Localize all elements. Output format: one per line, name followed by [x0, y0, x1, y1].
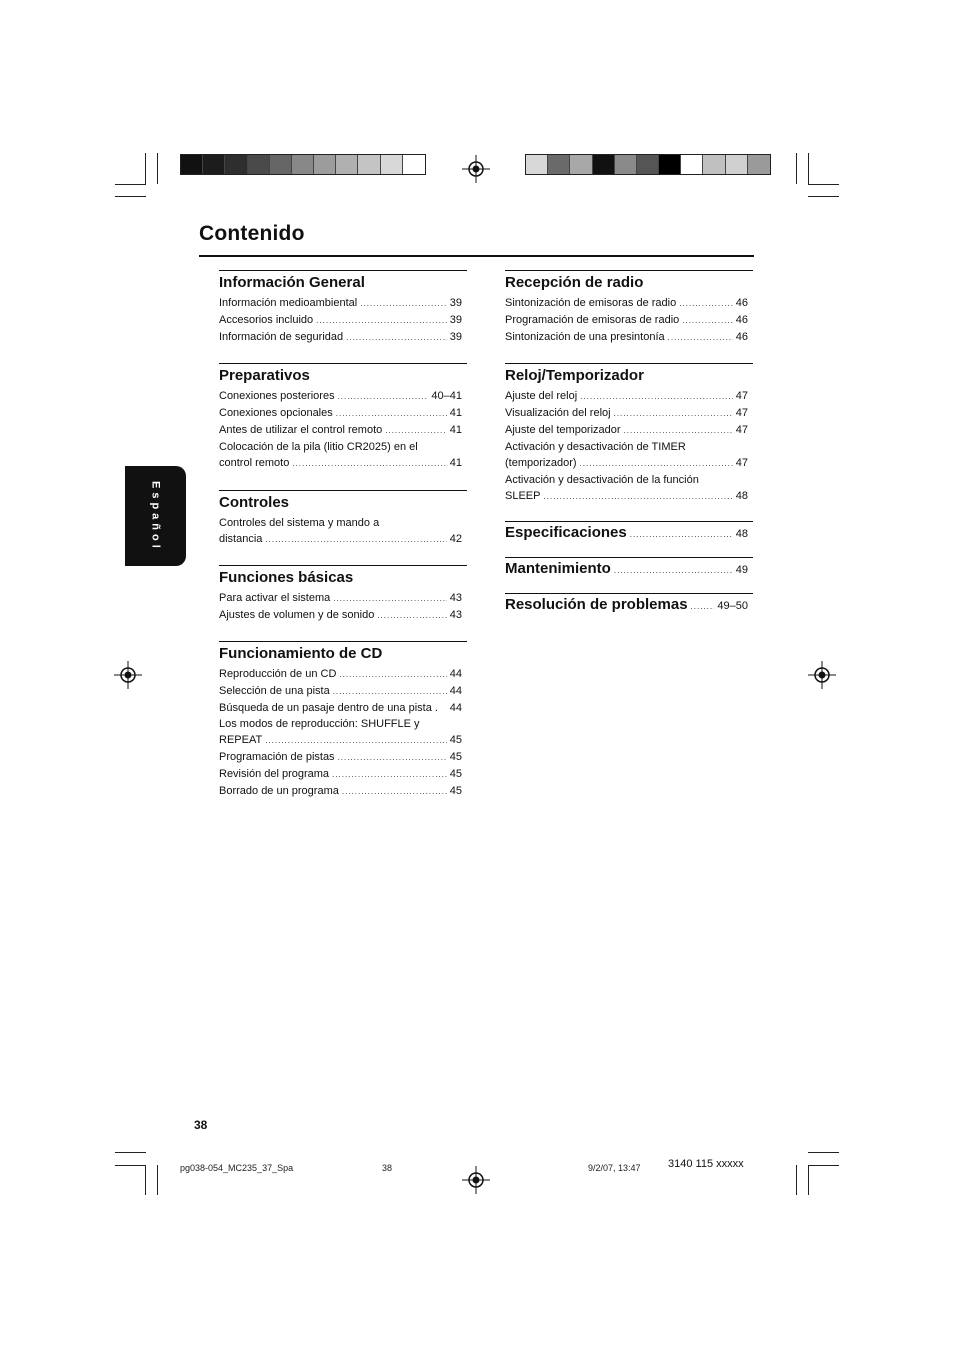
entry-label: Programación de emisoras de radio [505, 314, 680, 326]
color-swatch [703, 155, 725, 174]
toc-entry[interactable] [219, 590, 467, 607]
toc-section [219, 641, 467, 800]
page-number: 38 [194, 1118, 208, 1132]
footer-file-name: pg038-054_MC235_37_Spa [180, 1163, 294, 1173]
color-swatch [615, 155, 637, 174]
color-swatch [403, 155, 425, 174]
entry-page: 40–41 [431, 390, 462, 402]
crop-mark [115, 184, 146, 185]
registration-mark-icon [462, 155, 490, 183]
toc-section [505, 521, 753, 543]
entry-page: 49 [735, 564, 748, 576]
toc-entry[interactable] [505, 455, 753, 472]
entry-label: control remoto [219, 457, 290, 469]
section-heading: Especificaciones [505, 524, 627, 541]
toc-entry[interactable] [505, 312, 753, 329]
toc-section [219, 490, 467, 548]
entry-page: 45 [449, 785, 462, 797]
crop-mark [115, 196, 146, 197]
entry-page: 47 [735, 407, 748, 419]
entry-page: 39 [449, 297, 462, 309]
entry-label: REPEAT [219, 734, 263, 746]
toc-entry[interactable] [219, 683, 467, 700]
toc-left-column [219, 270, 467, 800]
entry-label: Conexiones posteriores [219, 390, 335, 402]
section-heading: Preparativos [219, 367, 310, 384]
section-heading: Reloj/Temporizador [505, 367, 644, 384]
toc-entry[interactable] [219, 329, 467, 346]
entry-page: 49–50 [717, 600, 748, 612]
entry-page: 47 [735, 390, 748, 402]
toc-entry[interactable] [219, 749, 467, 766]
entry-page: 39 [449, 331, 462, 343]
section-heading: Mantenimiento [505, 560, 611, 577]
entry-label: Programación de pistas [219, 751, 335, 763]
crop-mark [808, 1152, 839, 1153]
color-calibration-bar [525, 154, 771, 175]
entry-label: Sintonización de emisoras de radio [505, 297, 677, 309]
toc-section [505, 270, 753, 346]
color-swatch [726, 155, 748, 174]
color-swatch [203, 155, 225, 174]
entry-label-line: Los modos de reproducción: SHUFFLE y [219, 718, 420, 730]
toc-entry[interactable] [219, 700, 467, 716]
color-swatch [292, 155, 314, 174]
toc-entry[interactable] [505, 488, 753, 505]
toc-entry[interactable] [219, 783, 467, 800]
entry-label: distancia [219, 533, 263, 545]
color-swatch [748, 155, 770, 174]
entry-label-line: Activación y desactivación de la función [505, 474, 699, 486]
entry-label: Información de seguridad [219, 331, 344, 343]
toc-entry[interactable] [219, 405, 467, 422]
entry-page: 48 [735, 528, 748, 540]
crop-mark [145, 1165, 146, 1195]
footer-date: 9/2/07, 13:47 [588, 1163, 641, 1173]
toc-entry[interactable] [505, 295, 753, 312]
title-divider [199, 255, 754, 257]
toc-section [505, 557, 753, 579]
entry-label: Antes de utilizar el control remoto [219, 424, 383, 436]
entry-label: Accesorios incluido [219, 314, 314, 326]
entry-page: 41 [449, 407, 462, 419]
entry-page: 47 [735, 424, 748, 436]
color-swatch [593, 155, 615, 174]
entry-label: Visualización del reloj [505, 407, 611, 419]
color-swatch [681, 155, 703, 174]
color-swatch [225, 155, 247, 174]
entry-page: 48 [735, 490, 748, 502]
color-swatch [358, 155, 380, 174]
registration-mark-icon [808, 661, 836, 689]
registration-mark-icon [114, 661, 142, 689]
entry-page: 46 [735, 331, 748, 343]
entry-label: SLEEP [505, 490, 541, 502]
color-swatch [181, 155, 203, 174]
color-swatch [270, 155, 292, 174]
entry-page: 44 [449, 702, 462, 714]
crop-mark [115, 1152, 146, 1153]
section-heading: Funcionamiento de CD [219, 645, 383, 662]
language-tab-label: Español [149, 480, 162, 552]
entry-label-line: Activación y desactivación de TIMER [505, 441, 686, 453]
toc-entry[interactable] [219, 766, 467, 783]
entry-page: 41 [449, 457, 462, 469]
section-heading: Información General [219, 274, 365, 291]
toc-entry[interactable] [219, 531, 467, 548]
crop-mark [115, 1165, 146, 1166]
crop-mark [796, 153, 797, 184]
crop-mark [808, 196, 839, 197]
section-heading: Resolución de problemas [505, 596, 688, 613]
entry-label: Reproducción de un CD [219, 668, 337, 680]
entry-page: 47 [735, 457, 748, 469]
toc-entry[interactable] [505, 388, 753, 405]
entry-page: 45 [449, 734, 462, 746]
toc-section [505, 593, 753, 615]
entry-label: Ajustes de volumen y de sonido [219, 609, 375, 621]
entry-label-line: Colocación de la pila (litio CR2025) en el [219, 441, 418, 453]
entry-page: 46 [735, 297, 748, 309]
entry-label: (temporizador) [505, 457, 577, 469]
toc-entry[interactable] [219, 455, 467, 472]
entry-page: 42 [449, 533, 462, 545]
color-calibration-bar [180, 154, 426, 175]
registration-mark-icon [462, 1166, 490, 1194]
entry-label-line: Controles del sistema y mando a [219, 517, 380, 529]
entry-page: 45 [449, 751, 462, 763]
entry-label: Sintonización de una presintonía [505, 331, 665, 343]
entry-label: Conexiones opcionales [219, 407, 333, 419]
entry-label: Ajuste del reloj [505, 390, 578, 402]
color-swatch [248, 155, 270, 174]
entry-label: Para activar el sistema [219, 592, 331, 604]
color-swatch [637, 155, 659, 174]
crop-mark [796, 1165, 797, 1195]
language-tab [125, 466, 186, 566]
entry-label: Búsqueda de un pasaje dentro de una pista . [219, 702, 438, 714]
entry-page: 41 [449, 424, 462, 436]
product-code: 3140 115 xxxxx [668, 1158, 744, 1170]
toc-section [505, 363, 753, 505]
toc-entry[interactable] [505, 523, 753, 543]
color-swatch [381, 155, 403, 174]
entry-page: 43 [449, 609, 462, 621]
entry-label: Información medioambiental [219, 297, 358, 309]
crop-mark [808, 1165, 809, 1195]
crop-mark [157, 153, 158, 184]
color-swatch [548, 155, 570, 174]
entry-page: 44 [449, 685, 462, 697]
toc-section [219, 363, 467, 472]
entry-page: 39 [449, 314, 462, 326]
entry-label: Revisión del programa [219, 768, 330, 780]
toc-entry[interactable] [505, 329, 753, 346]
crop-mark [808, 184, 839, 185]
section-heading: Recepción de radio [505, 274, 644, 291]
entry-page: 43 [449, 592, 462, 604]
crop-mark [145, 153, 146, 184]
toc-entry[interactable] [219, 732, 467, 749]
color-swatch [314, 155, 336, 174]
entry-label: Borrado de un programa [219, 785, 339, 797]
toc-entry[interactable] [219, 295, 467, 312]
toc-entry[interactable] [505, 422, 753, 439]
toc-right-column [505, 270, 753, 615]
crop-mark [808, 153, 809, 184]
toc-section [219, 270, 467, 346]
toc-entry[interactable] [219, 388, 467, 405]
color-swatch [336, 155, 358, 174]
toc-entry[interactable] [219, 666, 467, 683]
footer-page: 38 [382, 1163, 393, 1173]
color-swatch [659, 155, 681, 174]
crop-mark [808, 1165, 839, 1166]
toc-section [219, 565, 467, 624]
crop-mark [157, 1165, 158, 1195]
color-swatch [526, 155, 548, 174]
entry-page: 46 [735, 314, 748, 326]
toc-entry[interactable] [505, 405, 753, 422]
entry-label: Selección de una pista [219, 685, 330, 697]
entry-page: 44 [449, 668, 462, 680]
page-title: Contenido [199, 222, 305, 245]
section-heading: Funciones básicas [219, 569, 354, 586]
entry-page: 45 [449, 768, 462, 780]
section-heading: Controles [219, 494, 290, 511]
toc-entry[interactable] [219, 312, 467, 329]
toc-entry[interactable] [219, 422, 467, 439]
color-swatch [570, 155, 592, 174]
toc-entry[interactable] [219, 607, 467, 624]
entry-label: Ajuste del temporizador [505, 424, 621, 436]
toc-entry[interactable] [505, 595, 753, 615]
toc-entry[interactable] [505, 559, 753, 579]
